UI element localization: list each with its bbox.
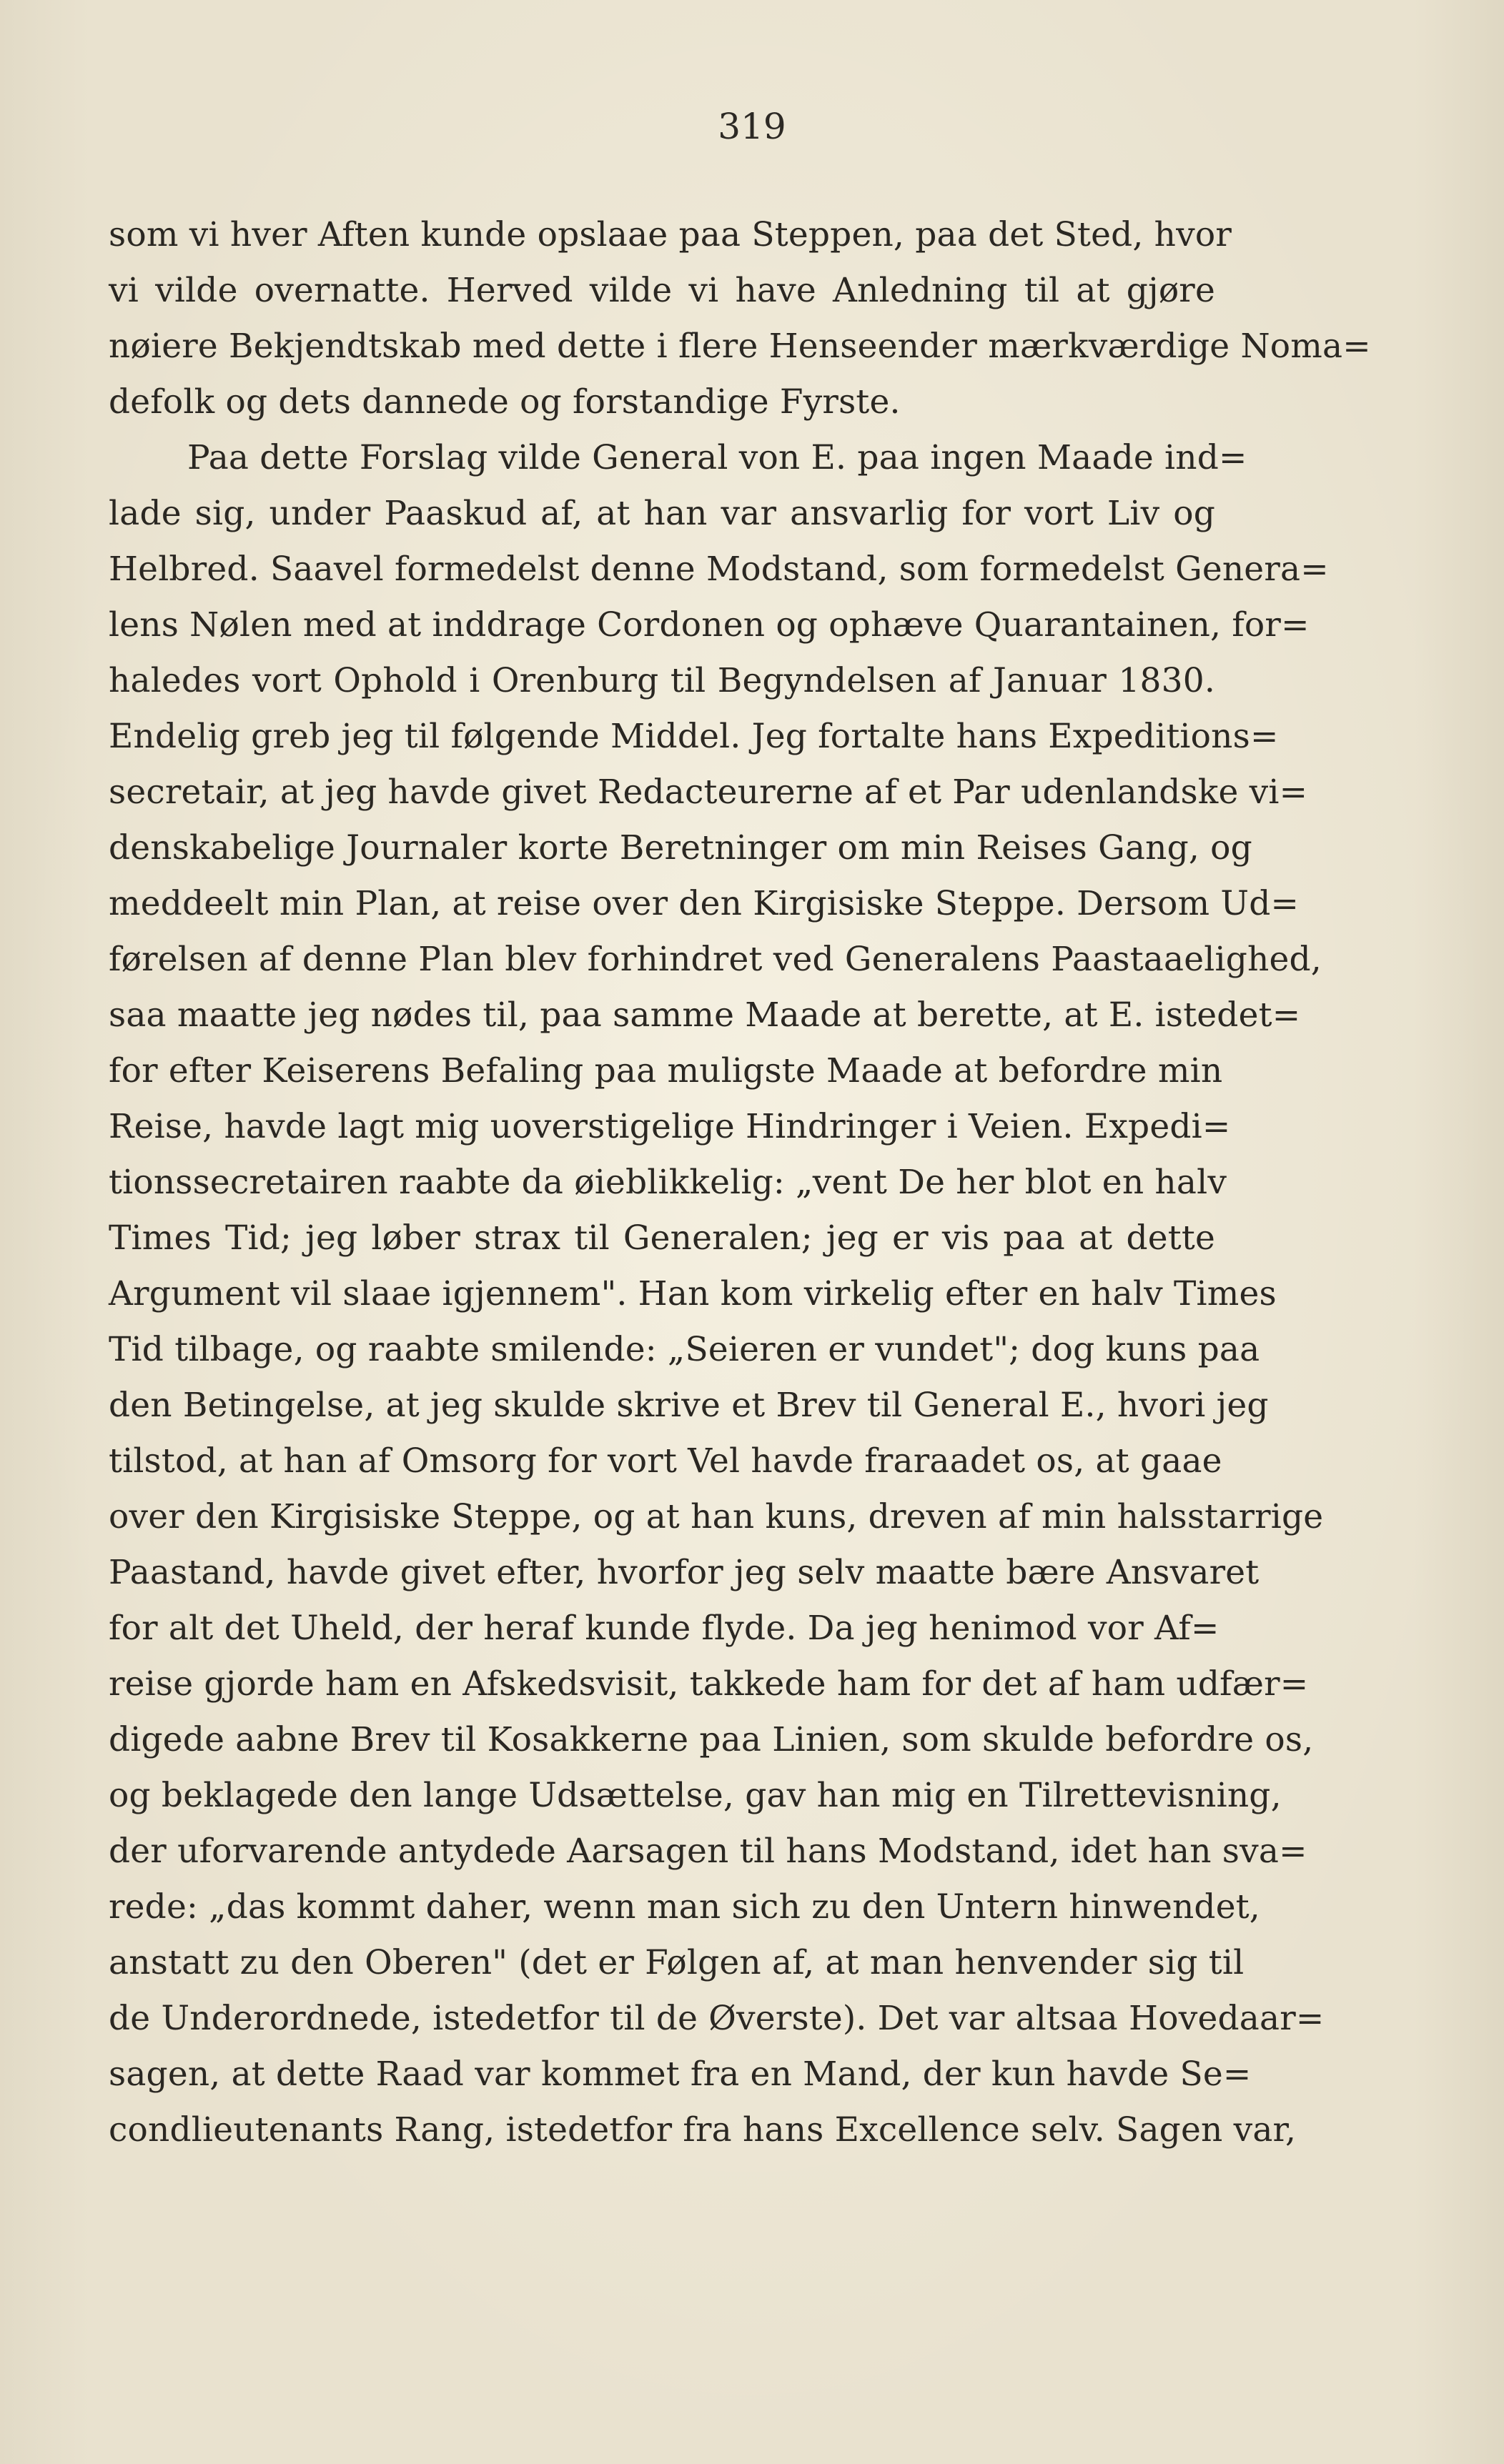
text-line: de Underordnede, istedetfor til de Øverste). Det var altsaa Hovedaar= bbox=[109, 1999, 1325, 2038]
page-number: 319 bbox=[718, 106, 786, 147]
text-line: over den Kirgisiske Steppe, og at han kuns, dreven af min halsstarrige bbox=[109, 1497, 1324, 1536]
text-line: vi vilde overnatte. Herved vilde vi have Anledning til at gjøre bbox=[109, 271, 1215, 310]
text-line: Argument vil slaae igjennem". Han kom virkelig efter en halv Times bbox=[109, 1274, 1277, 1313]
text-line: Reise, havde lagt mig uoverstigelige Hindringer i Veien. Expedi= bbox=[109, 1107, 1231, 1146]
body-text bbox=[109, 207, 1371, 2158]
text-line: defolk og dets dannede og forstandige Fyrste. bbox=[109, 382, 901, 422]
text-line: secretair, at jeg havde givet Redacteurerne af et Par udenlandske vi= bbox=[109, 773, 1308, 812]
text-line: der uforvarende antydede Aarsagen til hans Modstand, idet han sva= bbox=[109, 1832, 1307, 1871]
text-line: for alt det Uheld, der heraf kunde flyde. Da jeg henimod vor Af= bbox=[109, 1609, 1219, 1648]
text-line: Times Tid; jeg løber strax til Generalen; jeg er vis paa at dette bbox=[109, 1218, 1215, 1258]
text-line: Paa dette Forslag vilde General von E. paa ingen Maade ind= bbox=[187, 438, 1247, 477]
text-line: denskabelige Journaler korte Beretninger om min Reises Gang, og bbox=[109, 828, 1252, 868]
text-line: Paastand, havde givet efter, hvorfor jeg selv maatte bære Ansvaret bbox=[109, 1553, 1260, 1592]
text-line: saa maatte jeg nødes til, paa samme Maade at berette, at E. istedet= bbox=[109, 995, 1301, 1035]
text-line: meddeelt min Plan, at reise over den Kirgisiske Steppe. Dersom Ud= bbox=[109, 884, 1300, 923]
text-line: som vi hver Aften kunde opslaae paa Steppen, paa det Sted, hvor bbox=[109, 215, 1232, 254]
text-line: Tid tilbage, og raabte smilende: „Seieren er vundet"; dog kuns paa bbox=[109, 1330, 1260, 1369]
text-line: sagen, at dette Raad var kommet fra en Mand, der kun havde Se= bbox=[109, 2055, 1252, 2094]
text-line: lade sig, under Paaskud af, at han var ansvarlig for vort Liv og bbox=[109, 494, 1215, 533]
text-line: Endelig greb jeg til følgende Middel. Jeg fortalte hans Expeditions= bbox=[109, 717, 1279, 756]
text-line: den Betingelse, at jeg skulde skrive et Brev til General E., hvori jeg bbox=[109, 1386, 1269, 1425]
text-line: condlieutenants Rang, istedetfor fra hans Excellence selv. Sagen var, bbox=[109, 2110, 1297, 2150]
text-line: reise gjorde ham en Afskedsvisit, takkede ham for det af ham udfær= bbox=[109, 1664, 1309, 1704]
text-line: rede: „das kommt daher, wenn man sich zu den Untern hinwendet, bbox=[109, 1887, 1260, 1927]
text-line: for efter Keiserens Befaling paa muligste Maade at befordre min bbox=[109, 1051, 1223, 1091]
text-line: førelsen af denne Plan blev forhindret ved Generalens Paastaaelighed, bbox=[109, 940, 1322, 979]
text-line: nøiere Bekjendtskab med dette i flere Henseender mærkværdige Noma= bbox=[109, 327, 1371, 366]
text-line: digede aabne Brev til Kosakkerne paa Linien, som skulde befordre os, bbox=[109, 1720, 1314, 1759]
text-line: Helbred. Saavel formedelst denne Modstand, som formedelst Genera= bbox=[109, 550, 1329, 589]
text-line: haledes vort Ophold i Orenburg til Begyndelsen af Januar 1830. bbox=[109, 661, 1215, 700]
text-line: tionssecretairen raabte da øieblikkelig: „vent De her blot en halv bbox=[109, 1163, 1227, 1202]
text-line: lens Nølen med at inddrage Cordonen og ophæve Quarantainen, for= bbox=[109, 605, 1310, 645]
text-line: tilstod, at han af Omsorg for vort Vel havde fraraadet os, at gaae bbox=[109, 1441, 1222, 1481]
text-line: og beklagede den lange Udsættelse, gav han mig en Tilrettevisning, bbox=[109, 1776, 1282, 1815]
text-line: anstatt zu den Oberen" (det er Følgen af, at man henvender sig til bbox=[109, 1943, 1245, 1982]
